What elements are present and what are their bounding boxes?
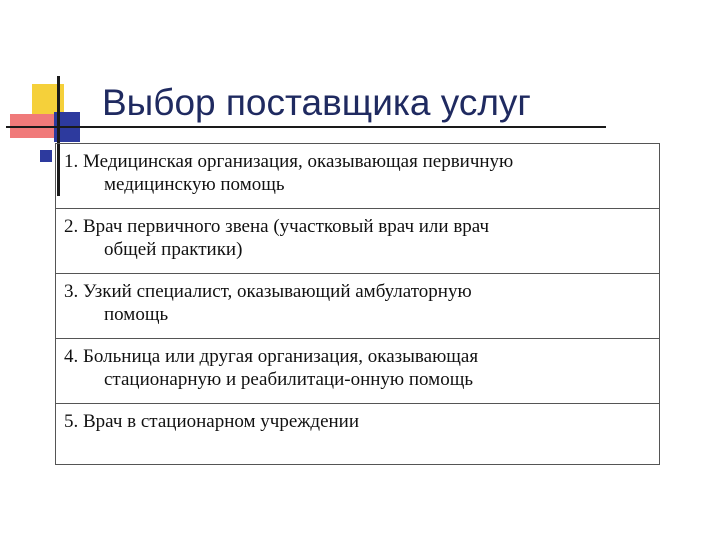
row-text: 1. Медицинская организация, оказывающая первичную: [64, 151, 514, 172]
row-text: 4. Больница или другая организация, оказывающая: [64, 346, 479, 367]
row-text-continued: общей практики): [104, 239, 243, 260]
decor-blue-bullet: [40, 150, 52, 162]
row-text: 3. Узкий специалист, оказывающий амбулаторную: [64, 281, 472, 302]
options-table: [55, 143, 660, 465]
table-row: [56, 339, 659, 404]
row-text-continued: помощь: [104, 304, 169, 325]
row-text: 5. Врач в стационарном учреждении: [64, 411, 360, 432]
table-row: [56, 274, 659, 339]
decor-horizontal-line: [6, 126, 606, 128]
slide-title: Выбор поставщика услуг: [102, 82, 531, 123]
table-row: [56, 209, 659, 274]
row-text-continued: стационарную и реабилитаци-онную помощь: [104, 369, 473, 390]
table-row: [56, 144, 659, 209]
row-text-continued: медицинскую помощь: [104, 174, 285, 195]
table-row: [56, 404, 659, 464]
row-text: 2. Врач первичного звена (участковый врач или врач: [64, 216, 490, 237]
